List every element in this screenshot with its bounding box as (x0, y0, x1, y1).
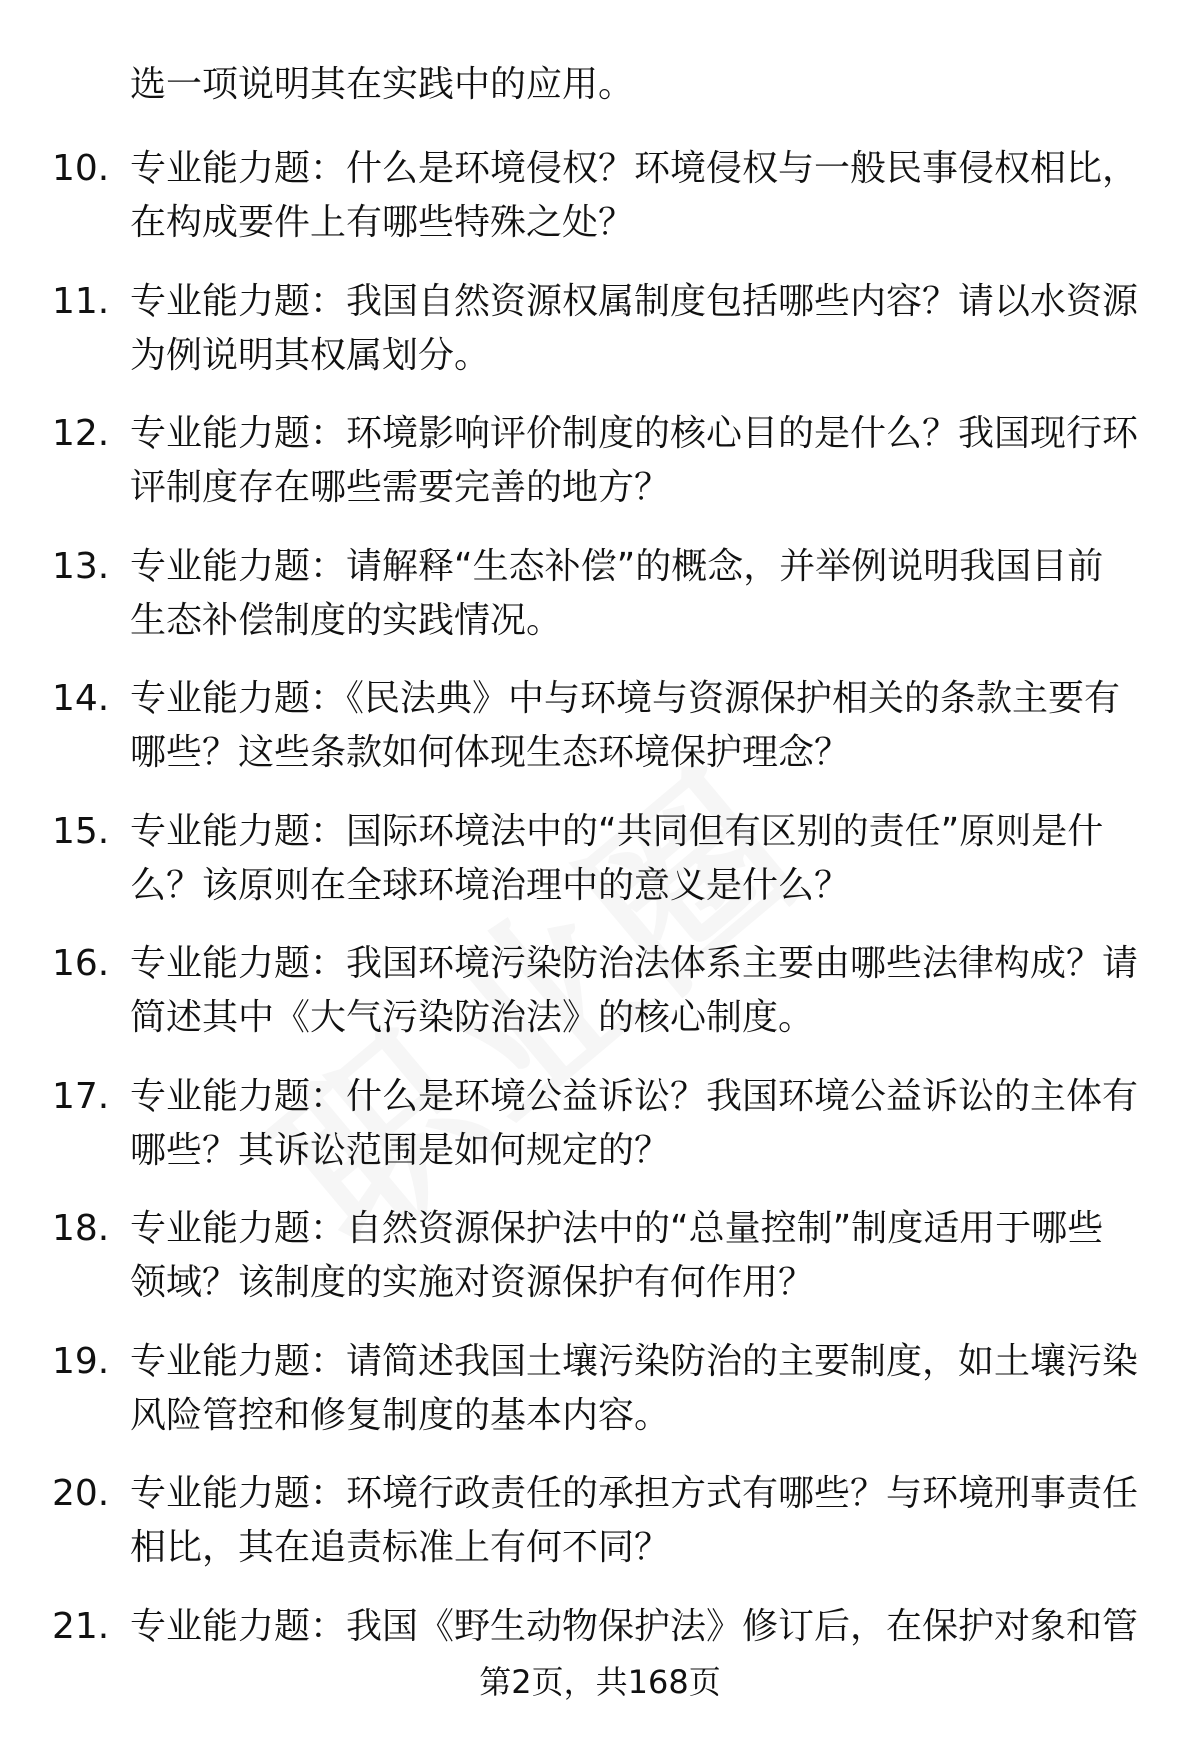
question-line: 专业能力题：环境影响评价制度的核心目的是什么？我国现行环 (130, 413, 1139, 454)
continuation-text: 选一项说明其在实践中的应用。 (130, 64, 635, 105)
question-item (0, 672, 1200, 805)
question-text (130, 1335, 1140, 1443)
question-list (0, 142, 1200, 1732)
question-number: 17. (52, 1075, 110, 1117)
question-item (0, 1202, 1200, 1335)
question-line: 哪些？其诉讼范围是如何规定的？ (130, 1129, 671, 1171)
question-line: 专业能力题：请解释“生态补偿”的概念，并举例说明我国目前 (130, 545, 1104, 587)
question-item (0, 937, 1200, 1070)
question-text (130, 1070, 1140, 1178)
question-line: 专业能力题：我国《野生动物保护法》修订后，在保护对象和管 (130, 1605, 1139, 1647)
question-number: 13. (52, 545, 110, 587)
question-text (130, 275, 1140, 383)
question-text (130, 805, 1140, 913)
question-text (130, 937, 1140, 1045)
question-line: 简述其中《大气污染防治法》的核心制度。 (130, 997, 815, 1038)
question-line: 专业能力题：什么是环境公益诉讼？我国环境公益诉讼的主体有 (130, 1075, 1139, 1117)
question-item (0, 1070, 1200, 1203)
question-line: 专业能力题：自然资源保护法中的“总量控制”制度适用于哪些 (130, 1208, 1104, 1249)
question-line: 么？该原则在全球环境治理中的意义是什么？ (130, 864, 851, 906)
question-line: 专业能力题：环境行政责任的承担方式有哪些？与环境刑事责任 (130, 1473, 1139, 1514)
question-text (130, 1600, 1140, 1654)
question-line: 相比，其在追责标准上有何不同？ (130, 1527, 671, 1568)
question-text (130, 1467, 1140, 1575)
question-line: 专业能力题：请简述我国土壤污染防治的主要制度，如土壤污染 (130, 1340, 1139, 1382)
question-number: 21. (52, 1605, 110, 1647)
page-footer: 第2页，共168页 (479, 1663, 721, 1701)
question-line: 专业能力题：什么是环境侵权？环境侵权与一般民事侵权相比， (130, 148, 1139, 189)
question-line: 哪些？这些条款如何体现生态环境保护理念？ (130, 732, 851, 773)
question-number: 12. (52, 413, 110, 454)
question-text (130, 540, 1140, 648)
question-line: 专业能力题：我国自然资源权属制度包括哪些内容？请以水资源 (130, 280, 1139, 322)
question-item (0, 805, 1200, 938)
question-item (0, 1467, 1200, 1600)
question-line: 为例说明其权属划分。 (130, 334, 491, 376)
question-item (0, 407, 1200, 540)
question-text (130, 142, 1140, 250)
question-text (130, 672, 1140, 780)
question-number: 20. (52, 1473, 110, 1514)
question-number: 19. (52, 1340, 110, 1382)
question-line: 风险管控和修复制度的基本内容。 (130, 1394, 671, 1436)
question-number: 11. (52, 280, 110, 322)
question-line: 评制度存在哪些需要完善的地方？ (130, 467, 671, 508)
question-item (0, 540, 1200, 673)
question-item (0, 275, 1200, 408)
question-number: 10. (52, 148, 110, 189)
question-number: 15. (52, 810, 110, 852)
question-line: 专业能力题：《民法典》中与环境与资源保护相关的条款主要有 (130, 678, 1121, 719)
question-item (0, 1335, 1200, 1468)
question-line: 专业能力题：国际环境法中的“共同但有区别的责任”原则是什 (130, 810, 1104, 852)
question-item (0, 142, 1200, 275)
question-number: 18. (52, 1208, 110, 1249)
question-line: 领域？该制度的实施对资源保护有何作用？ (130, 1262, 815, 1303)
question-line: 生态补偿制度的实践情况。 (130, 599, 563, 641)
question-number: 14. (52, 678, 110, 719)
question-line: 在构成要件上有哪些特殊之处？ (130, 202, 635, 243)
question-text (130, 1202, 1140, 1310)
question-number: 16. (52, 943, 110, 984)
question-text (130, 407, 1140, 515)
question-line: 专业能力题：我国环境污染防治法体系主要由哪些法律构成？请 (130, 943, 1139, 984)
